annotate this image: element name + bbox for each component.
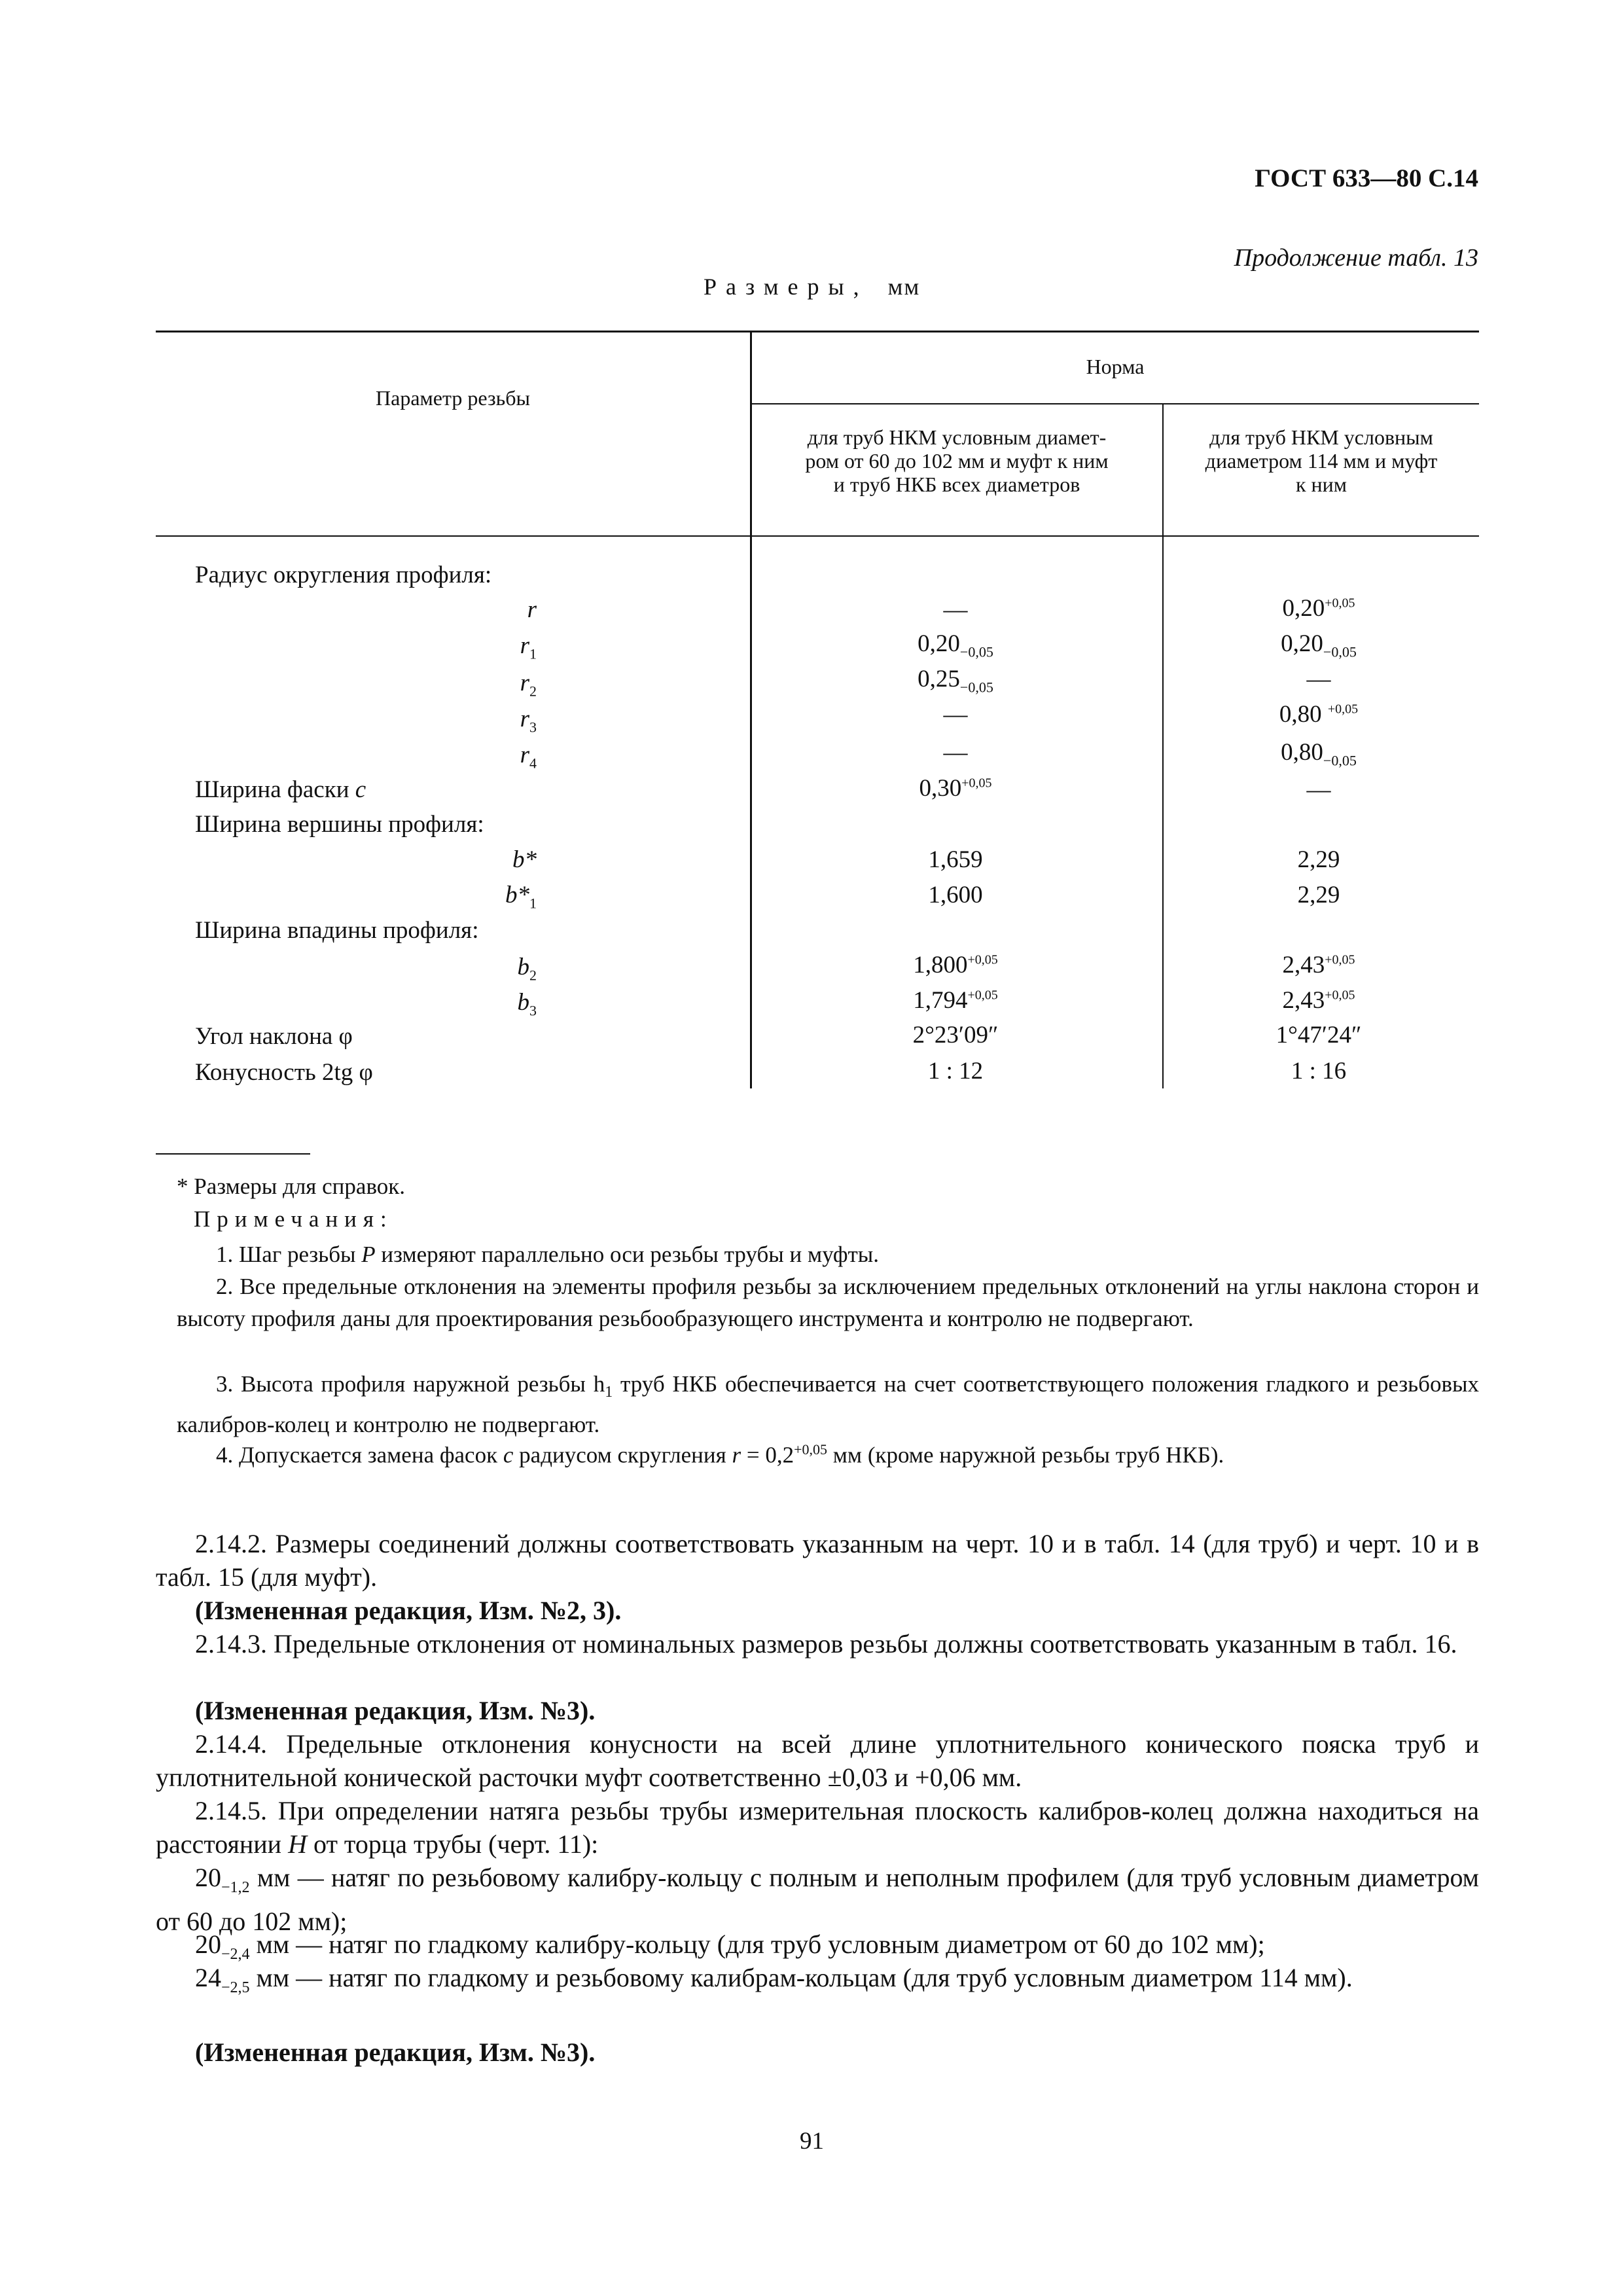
chamfer-a-sup: +0,05 (961, 776, 992, 791)
row-r4-a: — (943, 739, 968, 766)
header-col-a: для труб НКМ условным диамет- ром от 60 до 102 мм и муфт к ним и труб НКБ всех диаметров (805, 425, 1109, 496)
note-3-a: 3. Высота профиля наружной резьбы h (216, 1371, 605, 1397)
row-r3-a: — (943, 701, 968, 728)
r2-a-val: 0,25 (918, 666, 960, 692)
row-crest-title: Ширина вершины профиля: (195, 811, 484, 838)
paragraph-2-14-5 (156, 1794, 1479, 1861)
row-r3-b (1165, 700, 1472, 728)
note-1-a: 1. Шаг резьбы (216, 1242, 362, 1267)
row-root-title: Ширина впадины профиля: (195, 917, 479, 944)
b3-a-sup: +0,05 (967, 988, 998, 1003)
r1-b-sub: −0,05 (1323, 643, 1357, 660)
note-1-b: измеряют параллельно оси резьбы трубы и муфты. (375, 1242, 880, 1267)
header-bottom-rule (156, 535, 1479, 537)
row-chamfer (195, 776, 366, 804)
row-r4-symbol (458, 741, 537, 772)
note-4-c: c (503, 1442, 514, 1468)
row-b3-b (1165, 986, 1472, 1014)
i3-t: мм — натяг по гладкому и резьбовому калибрам-кольцам (для труб условным диаметром 114 мм). (249, 1963, 1353, 1992)
edit-note-3: (Измененная редакция, Изм. №3). (195, 2037, 596, 2067)
r-b-sup: +0,05 (1325, 596, 1355, 611)
b3-b-val: 2,43 (1282, 987, 1325, 1014)
r3-b-sup: +0,05 (1327, 702, 1359, 717)
b2-sym: b (517, 954, 529, 980)
chamfer-sym: c (355, 776, 366, 803)
units-caption (704, 273, 920, 300)
notes-title: Примечания: (194, 1206, 393, 1232)
r1-a-val: 0,20 (918, 630, 960, 657)
b2-a-sup: +0,05 (967, 952, 998, 967)
row-angle-label: Угол наклона φ (195, 1023, 353, 1050)
norm-divider (751, 403, 1479, 404)
note-4-d: = 0,2 (741, 1442, 794, 1468)
page-number: 91 (800, 2128, 824, 2155)
r1-a-sub: −0,05 (959, 643, 993, 660)
r-b-val: 0,20 (1282, 595, 1325, 622)
row-taper-a: 1 : 12 (927, 1058, 984, 1085)
r4-b-val: 0,80 (1281, 739, 1323, 766)
i1-n: 20 (195, 1863, 221, 1892)
b2-a-val: 1,800 (913, 952, 968, 978)
i2-s: −2,4 (221, 1946, 250, 1963)
b3-b-sup: +0,05 (1325, 988, 1355, 1003)
i2-n: 20 (195, 1929, 221, 1959)
row-b-a: 1,659 (928, 846, 983, 873)
row-r2-b: — (1306, 666, 1331, 692)
units-label: Размеры, (704, 274, 868, 300)
row-b3-symbol (458, 988, 537, 1019)
footnote-rule (156, 1153, 310, 1155)
row-taper-b: 1 : 16 (1291, 1058, 1347, 1085)
note-1-p: P (361, 1242, 376, 1267)
r1-sub: 1 (529, 645, 537, 662)
row-r1-symbol (458, 632, 537, 662)
row-chamfer-a (753, 774, 1158, 802)
note-4 (177, 1433, 1479, 1471)
row-b-b: 2,29 (1297, 846, 1340, 873)
row-r-b (1165, 594, 1472, 622)
paragraph-2-14-2: 2.14.2. Размеры соединений должны соответствовать указанным на черт. 10 и в табл. 14 (для труб) и черт. 10 и в табл. 15 (для муфт). (156, 1529, 1479, 1592)
row-r1-a (753, 630, 1158, 660)
b3-a-val: 1,794 (913, 987, 968, 1014)
i3-n: 24 (195, 1963, 221, 1992)
note-4-e: мм (кроме наружной резьбы труб НКБ). (827, 1442, 1224, 1468)
row-b1-a: 1,600 (928, 882, 983, 908)
note-4-a: 4. Допускается замена фасок (216, 1442, 503, 1468)
paragraph-2-14-4: 2.14.4. Предельные отклонения конусности на всей длине уплотнительного конического пояска труб и уплотнительной конической расточки муфт соответственно ±0,03 и +0,06 мм. (156, 1729, 1479, 1792)
edit-note-2: (Измененная редакция, Изм. №3). (195, 1696, 596, 1725)
note-3 (177, 1368, 1479, 1441)
b1-sub: 1 (529, 895, 537, 912)
row-r3-symbol (458, 705, 537, 736)
r2-a-sub: −0,05 (959, 679, 993, 696)
r1-b-val: 0,20 (1281, 630, 1323, 657)
interference-item-1 (156, 1861, 1479, 1938)
row-r4-b (1165, 738, 1472, 769)
document-header: ГОСТ 633—80 С.14 (1255, 164, 1478, 192)
row-b2-b (1165, 951, 1472, 979)
b-sym: b* (512, 846, 537, 873)
footnote: * Размеры для справок. (177, 1174, 405, 1199)
b3-sym: b (517, 989, 529, 1016)
row-r2-symbol (458, 669, 537, 700)
row-r2-a (753, 665, 1158, 696)
r3-b-val: 0,80 (1279, 701, 1328, 728)
note-4-sup: +0,05 (794, 1441, 828, 1458)
note-3-b: труб НКБ обеспечивается на счет соответствующего положения гладкого и резьбовых калибров-колец и контролю не подвергают. (177, 1371, 1479, 1437)
r3-sym: r (520, 706, 529, 732)
row-b3-a (753, 986, 1158, 1014)
header-norm: Норма (1086, 355, 1145, 378)
row-r-a: — (943, 596, 968, 623)
i1-t: мм — натяг по резьбовому калибру-кольцу с полным и неполным профилем (для труб условным диаметром от 60 до 102 мм); (156, 1863, 1479, 1936)
note-4-b: радиусом скругления (513, 1442, 732, 1468)
row-chamfer-b: — (1306, 776, 1331, 803)
table-continuation-label: Продолжение табл. 13 (1234, 244, 1478, 272)
row-b-symbol (458, 846, 537, 874)
row-b2-a (753, 951, 1158, 979)
r3-sub: 3 (529, 719, 537, 736)
note-1 (177, 1238, 1479, 1270)
table-vline-2 (1162, 403, 1164, 1088)
chamfer-label: Ширина фаски (195, 776, 349, 803)
p4-b: от торца трубы (черт. 11): (306, 1829, 599, 1859)
row-taper-label: Конусность 2tg φ (195, 1059, 373, 1086)
row-b1-symbol (458, 881, 537, 912)
paragraph-2-14-3: 2.14.3. Предельные отклонения от номинальных размеров резьбы должны соответствовать указанным в табл. 16. (195, 1629, 1457, 1659)
r2-sub: 2 (529, 683, 537, 700)
row-radius-title: Радиус округления профиля: (195, 562, 492, 588)
r2-sym: r (520, 670, 529, 696)
b2-sub: 2 (529, 967, 537, 984)
row-b2-symbol (458, 953, 537, 984)
i1-s: −1,2 (221, 1879, 250, 1896)
p4-a: 2.14.5. При определении натяга резьбы трубы измерительная плоскость калибров-колец должна находиться на расстоянии (156, 1796, 1479, 1859)
i2-t: мм — натяг по гладкому калибру-кольцу (для труб условным диаметром от 60 до 102 мм); (249, 1929, 1265, 1959)
note-2: 2. Все предельные отклонения на элементы профиля резьбы за исключением предельных отклонений на углы наклона сторон и высоту профиля даны для проектирования резьбообразующего инструмента и контролю не подвергают. (177, 1274, 1479, 1331)
chamfer-a-val: 0,30 (919, 775, 962, 802)
units-unit: мм (887, 274, 921, 300)
i3-s: −2,5 (221, 1979, 250, 1996)
b2-b-val: 2,43 (1282, 952, 1325, 978)
row-r-symbol (458, 596, 537, 624)
p4-h: H (288, 1829, 307, 1859)
interference-item-3 (156, 1961, 1479, 2005)
b3-sub: 3 (529, 1002, 537, 1019)
r4-b-sub: −0,05 (1323, 752, 1357, 769)
r4-sym: r (520, 742, 529, 768)
row-r1-b (1165, 630, 1472, 660)
row-b1-b: 2,29 (1297, 882, 1340, 908)
r1-sym: r (520, 632, 529, 659)
row-angle-a: 2°23′09″ (912, 1022, 999, 1049)
note-4-r: r (732, 1442, 741, 1468)
edit-note-1: (Измененная редакция, Изм. №2, 3). (195, 1596, 622, 1625)
header-param: Параметр резьбы (376, 386, 530, 410)
b1-sym: b* (505, 882, 529, 908)
b2-b-sup: +0,05 (1325, 952, 1355, 967)
header-col-b: для труб НКМ условным диаметром 114 мм и муфт к ним (1205, 425, 1438, 496)
row-angle-b: 1°47′24″ (1275, 1022, 1362, 1049)
table-top-rule (156, 331, 1479, 332)
r-sym: r (527, 596, 537, 623)
note-3-sub: 1 (605, 1384, 613, 1401)
r4-sub: 4 (529, 755, 537, 772)
